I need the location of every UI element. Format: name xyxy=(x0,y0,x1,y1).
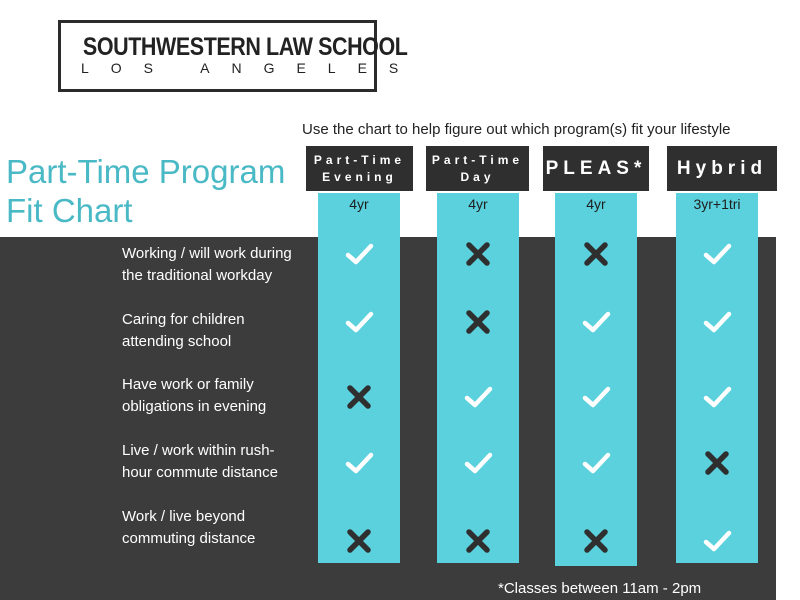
row-label-line-1: Work / live beyond xyxy=(122,508,246,525)
years-part-time-evening: 4yr xyxy=(349,196,369,212)
page-title xyxy=(6,152,306,230)
check-icon xyxy=(344,307,374,337)
check-icon xyxy=(702,239,732,269)
cross-icon xyxy=(344,526,374,556)
cross-icon xyxy=(463,239,493,269)
row-label-line-1: Have work or family xyxy=(122,376,254,393)
check-icon xyxy=(344,448,374,478)
cross-icon xyxy=(463,307,493,337)
check-icon xyxy=(581,382,611,412)
header-hybrid xyxy=(667,146,777,191)
cross-icon xyxy=(463,526,493,556)
row-label-traditional-workday xyxy=(122,243,317,287)
check-icon xyxy=(463,382,493,412)
header-line-1: PLEAS* xyxy=(545,157,647,179)
header-line-1: Part-Time xyxy=(431,152,524,167)
check-icon xyxy=(702,307,732,337)
row-label-line-1: Working / will work during xyxy=(122,245,292,262)
header-line-1: Part-Time xyxy=(313,152,406,167)
check-icon xyxy=(463,448,493,478)
check-icon xyxy=(702,526,732,556)
logo-city: LOS ANGELES xyxy=(81,60,421,76)
row-label-line-2: commuting distance xyxy=(122,530,256,547)
row-label-caring-for-children xyxy=(122,309,317,353)
check-icon xyxy=(702,382,732,412)
check-icon xyxy=(581,307,611,337)
row-label-line-1: Caring for children xyxy=(122,311,245,328)
header-pleas xyxy=(543,146,649,191)
row-label-line-1: Live / work within rush- xyxy=(122,442,275,459)
row-label-line-2: attending school xyxy=(122,333,232,350)
row-label-beyond-commuting xyxy=(122,506,317,550)
years-pleas: 4yr xyxy=(586,196,606,212)
row-label-evening-obligations xyxy=(122,374,317,418)
footnote: *Classes between 11am - 2pm xyxy=(498,580,702,597)
row-label-line-2: hour commute distance xyxy=(122,464,278,481)
check-icon xyxy=(344,239,374,269)
header-line-2: Day xyxy=(460,169,495,184)
cross-icon xyxy=(702,448,732,478)
check-icon xyxy=(581,448,611,478)
title-line-1: Part-Time Program xyxy=(6,153,286,190)
title-line-2: Fit Chart xyxy=(6,192,133,229)
row-label-line-2: the traditional workday xyxy=(122,267,273,284)
logo-school-name: SOUTHWESTERN LAW SCHOOL xyxy=(82,33,408,61)
header-part-time-day xyxy=(426,146,529,191)
row-label-rush-hour-commute xyxy=(122,440,317,484)
header-line-2: Evening xyxy=(322,169,397,184)
cross-icon xyxy=(581,526,611,556)
chart-instructions: Use the chart to help figure out which program(s) fit your lifestyle xyxy=(302,121,731,138)
school-logo xyxy=(58,20,421,92)
cross-icon xyxy=(344,382,374,412)
cross-icon xyxy=(581,239,611,269)
row-label-line-2: obligations in evening xyxy=(122,398,267,415)
years-part-time-day: 4yr xyxy=(468,196,488,212)
years-hybrid: 3yr+1tri xyxy=(693,196,741,212)
header-line-1: Hybrid xyxy=(676,157,768,179)
header-part-time-evening xyxy=(306,146,413,191)
